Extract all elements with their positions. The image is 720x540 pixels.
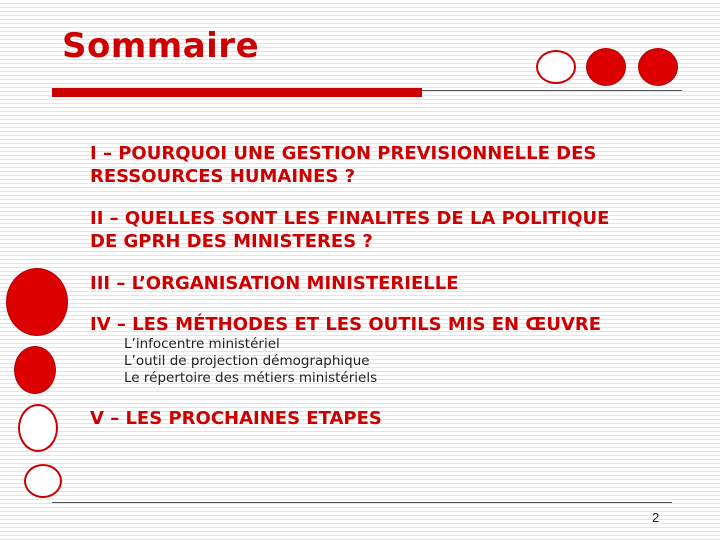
toc-item-1 bbox=[90, 142, 700, 188]
toc-item-2-line2: DE GPRH DES MINISTERES ? bbox=[90, 231, 373, 252]
toc-item-5 bbox=[90, 407, 700, 430]
toc-subitem: Le répertoire des métiers ministériels bbox=[124, 370, 378, 386]
decor-circle-filled bbox=[14, 346, 56, 394]
toc-subitem: L’infocentre ministériel bbox=[124, 336, 280, 352]
slide-title: Sommaire bbox=[62, 26, 260, 66]
footer-rule bbox=[52, 502, 672, 503]
decor-circle-outline bbox=[24, 464, 62, 498]
decor-circle-outline bbox=[536, 50, 576, 84]
toc-item-3 bbox=[90, 272, 700, 295]
toc-item-1-line1: I – POURQUOI UNE GESTION PREVISIONNELLE DES bbox=[90, 143, 597, 164]
toc-subitem: L’outil de projection démographique bbox=[124, 353, 370, 369]
toc-item-2-line1: II – QUELLES SONT LES FINALITES DE LA POLITIQUE bbox=[90, 208, 610, 229]
toc-item-4 bbox=[90, 313, 700, 387]
toc-item-3-line1: III – L’ORGANISATION MINISTERIELLE bbox=[90, 273, 459, 294]
decor-circle-filled bbox=[638, 48, 678, 86]
toc-item-5-line1: V – LES PROCHAINES ETAPES bbox=[90, 408, 382, 429]
page-number: 2 bbox=[652, 510, 660, 525]
table-of-contents bbox=[90, 142, 700, 430]
decor-circle-filled bbox=[586, 48, 626, 86]
toc-item-2 bbox=[90, 207, 700, 253]
title-underline-rule bbox=[422, 90, 682, 91]
title-underline-bar bbox=[52, 88, 422, 97]
decor-circle-outline bbox=[18, 404, 58, 452]
decor-circle-filled bbox=[6, 268, 68, 336]
toc-item-1-line2: RESSOURCES HUMAINES ? bbox=[90, 166, 356, 187]
toc-item-4-line1: IV – LES MÉTHODES ET LES OUTILS MIS EN ŒUVRE bbox=[90, 314, 602, 335]
